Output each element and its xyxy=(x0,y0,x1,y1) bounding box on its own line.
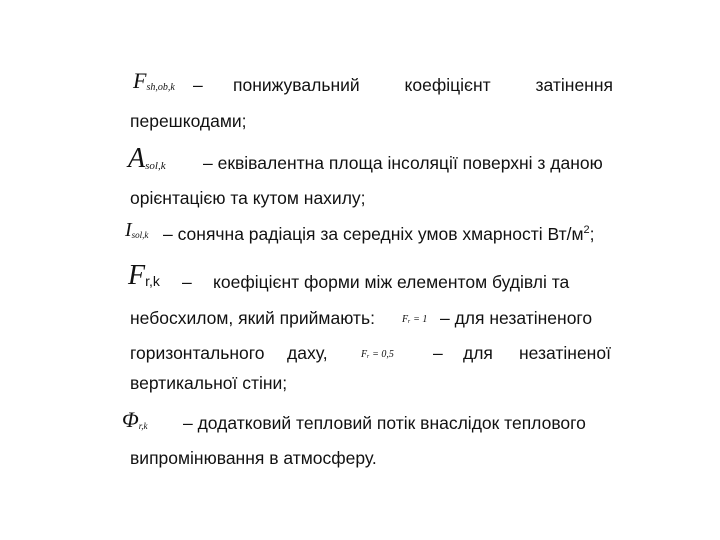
symbol-main: F xyxy=(133,68,147,93)
symbol-subscript: sol,k xyxy=(131,230,149,240)
entry4-line3a: горизонтального xyxy=(130,343,265,363)
formula-fr-05: Fᵣ = 0,5 xyxy=(361,349,394,360)
entry4-line2b: – для незатіненого xyxy=(440,308,593,328)
entry4-line3d: для xyxy=(463,343,493,363)
symbol-main: F xyxy=(128,260,146,291)
entry4-line2a: небосхилом, який приймають: xyxy=(130,308,375,328)
entry1-line1 xyxy=(233,77,613,95)
entry1-dash: – xyxy=(193,75,203,95)
symbol-main: A xyxy=(128,143,146,174)
entry3-text: – сонячна радіація за середніх умов хмарності Вт/м xyxy=(163,223,584,244)
entry1-line2: перешкодами; xyxy=(130,111,247,131)
symbol-subscript: r,k xyxy=(145,273,160,289)
entry4-line1: коефіцієнт форми між елементом будівлі та xyxy=(213,272,570,292)
symbol-subscript: r,k xyxy=(138,421,148,431)
entry2-line1: – еквівалентна площа інсоляції поверхні з даною xyxy=(203,153,603,173)
symbol-a-sol-k xyxy=(128,145,166,173)
word-3: затінення xyxy=(535,75,613,95)
symbol-f-r-k xyxy=(128,262,160,290)
entry4-line4: вертикальної стіни; xyxy=(130,373,288,393)
entry4-line3e: незатіненої xyxy=(519,343,611,363)
formula-fr-1: Fᵣ = 1 xyxy=(402,314,428,325)
symbol-phi-r-k xyxy=(122,409,148,431)
entry2-line2: орієнтацією та кутом нахилу; xyxy=(130,188,366,208)
symbol-main: Φ xyxy=(122,407,139,432)
symbol-i-sol-k xyxy=(125,220,148,240)
symbol-f-sh-ob-k xyxy=(133,70,175,92)
entry4-line3b: даху, xyxy=(287,343,328,363)
word-1: понижувальний xyxy=(233,75,360,95)
symbol-subscript: sh,ob,k xyxy=(146,82,175,93)
superscript-2: 2 xyxy=(583,224,590,236)
symbol-subscript: sol,k xyxy=(145,160,166,172)
entry5-line2: випромінювання в атмосферу. xyxy=(130,448,377,468)
entry3-line1 xyxy=(163,225,595,243)
entry3-end: ; xyxy=(589,223,595,244)
symbol-main: I xyxy=(125,219,132,241)
entry4-dash: – xyxy=(182,272,192,292)
entry5-line1: – додатковий тепловий потік внаслідок теплового xyxy=(183,413,586,433)
word-2: коефіцієнт xyxy=(404,75,491,95)
entry4-line3c: – xyxy=(433,343,443,363)
